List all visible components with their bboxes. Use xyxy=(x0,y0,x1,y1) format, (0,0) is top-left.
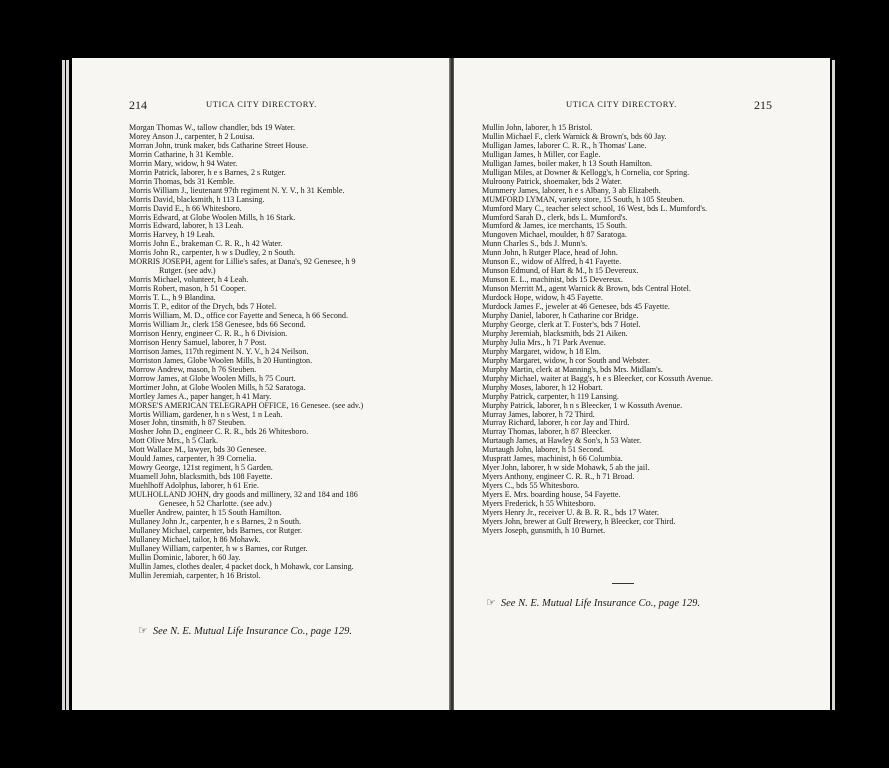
section-rule xyxy=(612,583,634,584)
directory-entry: Murphy Patrick, carpenter, h 119 Lansing. xyxy=(482,392,619,401)
directory-entry: Munson Edmund, of Hart & M., h 15 Devereux. xyxy=(482,267,639,276)
directory-entry: Morris William, M. D., office cor Fayette and Seneca, h 66 Second. xyxy=(129,312,348,321)
directory-entry: Mullin John, laborer, h 15 Bristol. xyxy=(482,124,593,132)
directory-entry: Murray Thomas, laborer, h 87 Bleecker. xyxy=(482,428,612,437)
directory-entry: Mumford Mary C., teacher select school, 16 West, bds L. Mumford's. xyxy=(482,204,707,213)
directory-entry: Mulligan James, h Miller, cor Eagle. xyxy=(482,150,601,159)
directory-entry: Mulligan James, boiler maker, h 13 South Hamilton. xyxy=(482,159,653,168)
directory-entry: Myers Henry Jr., receiver U. & B. R. R., bds 17 Water. xyxy=(482,508,660,517)
directory-entry: Myers C., bds 55 Whitesboro. xyxy=(482,482,580,491)
directory-entry: Morrin Catharine, h 31 Kemble. xyxy=(129,150,234,159)
page-number: 214 xyxy=(129,98,147,112)
directory-entry: Munson Merritt M., agent Warnick & Brown, bds Central Hotel. xyxy=(482,285,691,294)
pointing-hand-icon: ☞ xyxy=(486,597,496,609)
directory-entry: Morrow James, at Globe Woolen Mills, h 75 Court. xyxy=(129,374,296,383)
directory-entry: Myers Anthony, engineer C. R. R., h 71 Broad. xyxy=(482,473,635,482)
directory-entry: Morris David, blacksmith, h 113 Lansing. xyxy=(129,195,265,204)
directory-entry: Murtaugh John, laborer, h 51 Second. xyxy=(482,446,604,455)
directory-entry: Murphy Margaret, widow, h cor South and Webster. xyxy=(482,356,651,365)
directory-entry: MORRIS JOSEPH, agent for Lillie's safes, at Dana's, 92 Genesee, h 9 xyxy=(129,258,356,267)
insurance-ad xyxy=(486,596,700,609)
directory-entry: Mullaney Michael, tailor, h 86 Mohawk. xyxy=(129,535,261,544)
right-page-header xyxy=(454,98,830,112)
directory-entry: Mortis William, gardener, h n s West, 1 n Leah. xyxy=(129,410,283,419)
page-number: 215 xyxy=(754,98,772,112)
directory-entry: Munson E. L., machinist, bds 15 Devereux. xyxy=(482,276,623,285)
directory-entry: Mosher John D., engineer C. R. R., bds 26 Whitesboro. xyxy=(129,428,309,437)
directory-entry: Morris David E., h 66 Whitesboro. xyxy=(129,204,242,213)
directory-entry: Mortley James A., paper hanger, h 41 Mary. xyxy=(129,392,272,401)
directory-entry: Murphy George, clerk at T. Foster's, bds 7 Hotel. xyxy=(482,320,641,329)
directory-entry: Murphy Michael, waiter at Bagg's, h e s Bleecker, cor Kossuth Avenue. xyxy=(482,374,713,383)
directory-entry: Morris John E., brakeman C. R. R., h 42 Water. xyxy=(129,240,283,249)
directory-entry: MUMFORD LYMAN, variety store, 15 South, h 105 Steuben. xyxy=(482,195,685,204)
directory-entry: Murphy Jeremiah, blacksmith, bds 21 Aiken. xyxy=(482,329,628,338)
directory-entry: Mullaney Michael, carpenter, bds Barnes, cor Rutger. xyxy=(129,526,303,535)
directory-entry: Mott Olive Mrs., h 5 Clark. xyxy=(129,437,219,446)
directory-entry: Mulligan James, laborer C. R. R., h Thomas' Lane. xyxy=(482,141,647,150)
directory-entry: Mott Wallace M., lawyer, bds 30 Genesee. xyxy=(129,446,267,455)
directory-entry: Morrin Patrick, laborer, h e s Barnes, 2 s Rutger. xyxy=(129,168,286,177)
directory-entry: Morey Anson J., carpenter, h 2 Louisa. xyxy=(129,132,255,141)
directory-entry: Mungoven Michael, moulder, h 87 Saratoga. xyxy=(482,231,627,240)
directory-entry: Munn John, h Rutger Place, head of John. xyxy=(482,249,618,258)
ad-text: See N. E. Mutual Life Insurance Co., page 129. xyxy=(152,626,353,637)
left-page-edges xyxy=(62,60,65,710)
directory-entry: Murtaugh James, at Hawley & Son's, h 53 Water. xyxy=(482,437,642,446)
directory-entry: Mueller Andrew, painter, h 15 South Hamilton. xyxy=(129,508,282,517)
directory-entry: Mullin Michael F., clerk Warnick & Brown's, bds 60 Jay. xyxy=(482,132,667,141)
directory-entry: Morris Harvey, h 19 Leah. xyxy=(129,231,215,240)
directory-entry: Mulroony Patrick, shoemaker, bds 2 Water. xyxy=(482,177,623,186)
left-page-header xyxy=(72,98,450,112)
directory-entry: Mumford & James, ice merchants, 15 South. xyxy=(482,222,627,231)
directory-entry: Munn Charles S., bds J. Munn's. xyxy=(482,240,588,249)
directory-entry: Morriston James, Globe Woolen Mills, h 20 Huntington. xyxy=(129,356,313,365)
directory-entry: Munson E., widow of Alfred, h 41 Fayette. xyxy=(482,258,622,267)
running-head: UTICA CITY DIRECTORY. xyxy=(566,99,677,109)
directory-entry: Murphy Patrick, laborer, h n s Bleecker, 1 w Kossuth Avenue. xyxy=(482,401,683,410)
directory-entry: Morris William Jr., clerk 158 Genesee, bds 66 Second. xyxy=(129,320,306,329)
directory-entry: Morris T. P., editor of the Drych, bds 7 Hotel. xyxy=(129,303,277,312)
directory-entry: MULHOLLAND JOHN, dry goods and millinery, 32 and 184 and 186 xyxy=(129,491,358,500)
directory-entry: Morris Edward, laborer, h 13 Leah. xyxy=(129,222,244,231)
insurance-ad xyxy=(138,624,352,637)
directory-entry: Mullaney John Jr., carpenter, h e s Barnes, 2 n South. xyxy=(129,517,302,526)
right-page xyxy=(454,58,830,710)
directory-entry: Murphy Martin, clerk at Manning's, bds Mrs. Midlam's. xyxy=(482,365,663,374)
directory-entry: Mullin Dominic, laborer, h 60 Jay. xyxy=(129,553,241,562)
directory-entry: Morran John, trunk maker, bds Catharine Street House. xyxy=(129,141,309,150)
directory-entry: Murdock James F., jeweler at 46 Genesee, bds 45 Fayette. xyxy=(482,303,670,312)
directory-entry: Morrin Mary, widow, h 94 Water. xyxy=(129,159,238,168)
directory-entry: Genesee, h 52 Charlotte. (see adv.) xyxy=(159,500,272,509)
directory-entry: Mulligan Miles, at Downer & Kellogg's, h Cornelia, cor Spring. xyxy=(482,168,690,177)
directory-entry: Mummery James, laborer, h e s Albany, 3 ab Elizabeth. xyxy=(482,186,661,195)
directory-entry: Myers Frederick, h 55 Whitesboro. xyxy=(482,500,596,509)
directory-entry: Murphy Moses, laborer, h 12 Hobart. xyxy=(482,383,603,392)
directory-entry: Myer John, laborer, h w side Mohawk, 5 ab the jail. xyxy=(482,464,650,473)
directory-entry: Murray Richard, laborer, h cor Jay and Third. xyxy=(482,419,630,428)
directory-entry: Morrison Henry Samuel, laborer, h 7 Post. xyxy=(129,338,267,347)
directory-entry: Myers John, brewer at Gulf Brewery, h Bleecker, cor Third. xyxy=(482,517,676,526)
directory-entry: Morris Edward, at Globe Woolen Mills, h 16 Stark. xyxy=(129,213,296,222)
running-head: UTICA CITY DIRECTORY. xyxy=(206,99,317,109)
directory-entry: Mullaney William, carpenter, h w s Barnes, cor Rutger. xyxy=(129,544,308,553)
left-page xyxy=(72,58,450,710)
directory-entry: Myers Joseph, gunsmith, h 10 Burnet. xyxy=(482,526,606,535)
directory-entry: Morris William J., lieutenant 97th regiment N. Y. V., h 31 Kemble. xyxy=(129,186,345,195)
directory-entry: Mould James, carpenter, h 39 Cornelia. xyxy=(129,455,257,464)
directory-entry: Murdock Hope, widow, h 45 Fayette. xyxy=(482,294,603,303)
directory-entry: Morgan Thomas W., tallow chandler, bds 19 Water. xyxy=(129,124,296,132)
ad-text: See N. E. Mutual Life Insurance Co., page 129. xyxy=(500,598,701,609)
directory-entry: Mowry George, 121st regiment, h 5 Garden. xyxy=(129,464,273,473)
directory-entries xyxy=(129,124,442,581)
right-page-edges xyxy=(832,60,835,710)
directory-entry: Morris Michael, volunteer, h 4 Leah. xyxy=(129,276,249,285)
directory-entry: MORSE'S AMERICAN TELEGRAPH OFFICE, 16 Genesee. (see adv.) xyxy=(129,401,364,410)
directory-entry: Moser John, tinsmith, h 87 Steuben. xyxy=(129,419,246,428)
directory-entry: Muehlhoff Adolphus, laborer, h 61 Erie. xyxy=(129,482,259,491)
directory-entry: Murphy Julia Mrs., h 71 Park Avenue. xyxy=(482,338,606,347)
directory-entry: Mumford Sarah D., clerk, bds L. Mumford's. xyxy=(482,213,628,222)
pointing-hand-icon: ☞ xyxy=(138,625,148,637)
directory-entry: Mullin James, clothes dealer, 4 packet dock, h Mohawk, cor Lansing. xyxy=(129,562,354,571)
directory-entry: Murphy Daniel, laborer, h Catharine cor Bridge. xyxy=(482,312,639,321)
left-page-edges xyxy=(66,60,69,710)
directory-entry: Morrin Thomas, bds 31 Kemble. xyxy=(129,177,235,186)
directory-entry: Mortimer John, at Globe Woolen Mills, h 52 Saratoga. xyxy=(129,383,306,392)
directory-entry: Myers E. Mrs. boarding house, 54 Fayette. xyxy=(482,491,621,500)
directory-entry: Morris Robert, mason, h 51 Cooper. xyxy=(129,285,246,294)
directory-entry: Murphy Margaret, widow, h 18 Elm. xyxy=(482,347,601,356)
directory-entry: Muspratt James, machinist, h 66 Columbia. xyxy=(482,455,623,464)
directory-entry: Morrison Henry, engineer C. R. R., h 6 Division. xyxy=(129,329,288,338)
directory-entry: Morris T. L., h 9 Blandina. xyxy=(129,294,216,303)
directory-entry: Muamell John, blacksmith, bds 108 Fayette. xyxy=(129,473,273,482)
directory-entry: Rutger. (see adv.) xyxy=(159,267,216,276)
directory-entry: Murray James, laborer, h 72 Third. xyxy=(482,410,595,419)
directory-entry: Morrison James, 117th regiment N. Y. V., h 24 Neilson. xyxy=(129,347,309,356)
directory-entries xyxy=(482,124,816,536)
directory-entry: Morris John R., carpenter, h w s Dudley, 2 n South. xyxy=(129,249,296,258)
directory-entry: Mullin Jeremiah, carpenter, h 16 Bristol. xyxy=(129,571,261,580)
directory-entry: Morrow Andrew, mason, h 76 Steuben. xyxy=(129,365,257,374)
